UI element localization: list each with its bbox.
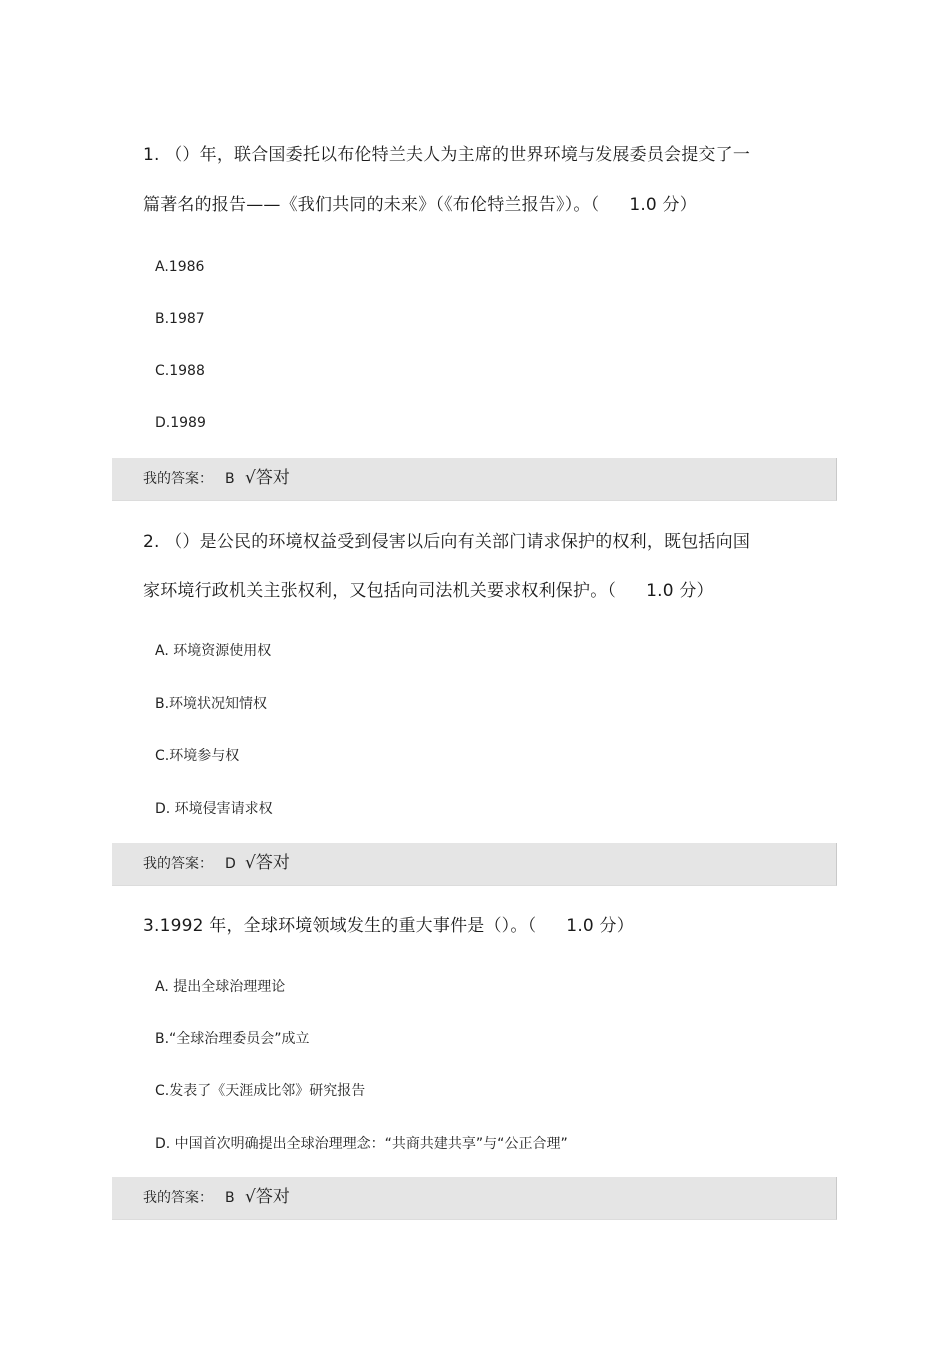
question-1-option-d[interactable]: D.1989: [155, 415, 206, 431]
question-3-text-line-1: [143, 914, 634, 938]
answer-value: B: [225, 471, 235, 487]
answer-correct-mark: √答对: [245, 468, 290, 488]
question-1-score: 1.0 分）: [629, 195, 697, 215]
question-3-option-c[interactable]: C.发表了《天涯成比邻》研究报告: [155, 1083, 366, 1099]
question-2-score: 1.0 分）: [646, 581, 714, 601]
question-3-option-d[interactable]: D. 中国首次明确提出全球治理理念：“共商共建共享”与“公正合理”: [155, 1136, 568, 1152]
answer-label: 我的答案：: [143, 471, 213, 487]
question-2-text: 家环境行政机关主张权利，又包括向司法机关要求权利保护。（: [143, 581, 617, 601]
question-2-option-c[interactable]: C.环境参与权: [155, 748, 240, 764]
question-1-text: 篇著名的报告——《我们共同的未来》（《布伦特兰报告》）。（: [143, 195, 600, 215]
question-1-answer-bar: [112, 458, 837, 501]
question-1-text-line-2: [143, 193, 697, 217]
question-2-option-b[interactable]: B.环境状况知情权: [155, 696, 268, 712]
answer-value: B: [225, 1190, 235, 1206]
question-3-answer-bar: [112, 1177, 837, 1220]
answer-label: 我的答案：: [143, 856, 213, 872]
question-3-option-a[interactable]: A. 提出全球治理理论: [155, 979, 286, 995]
question-1-option-c[interactable]: C.1988: [155, 363, 205, 379]
question-3-score: 1.0 分）: [566, 916, 634, 936]
answer-correct-mark: √答对: [245, 1187, 290, 1207]
answer-label: 我的答案：: [143, 1190, 213, 1206]
question-2-answer-bar: [112, 843, 837, 886]
question-1-text-line-1: 1. （）年，联合国委托以布伦特兰夫人为主席的世界环境与发展委员会提交了一: [143, 145, 751, 165]
question-3-text: 3.1992 年，全球环境领域发生的重大事件是（）。（: [143, 916, 537, 936]
question-2-option-d[interactable]: D. 环境侵害请求权: [155, 801, 273, 817]
answer-correct-mark: √答对: [245, 853, 290, 873]
question-1-option-a[interactable]: A.1986: [155, 259, 205, 275]
question-3-option-b[interactable]: B.“全球治理委员会”成立: [155, 1031, 310, 1047]
question-1-option-b[interactable]: B.1987: [155, 311, 205, 327]
question-2-text-line-1: 2. （）是公民的环境权益受到侵害以后向有关部门请求保护的权利，既包括向国: [143, 532, 751, 552]
question-2-text-line-2: [143, 579, 714, 603]
answer-value: D: [225, 856, 236, 872]
question-2-option-a[interactable]: A. 环境资源使用权: [155, 643, 272, 659]
